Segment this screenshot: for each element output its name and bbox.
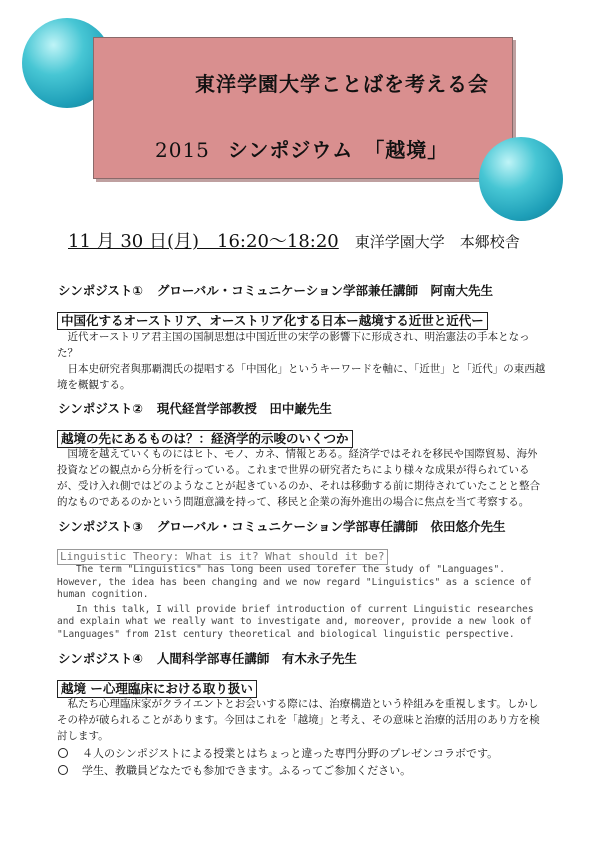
speaker-2-abstract-p1: 国境を越えていくものにはヒト、モノ、カネ、情報とある。経済学ではそれを移民や国際貿易、海外投資などの観点から分析を行っている。これまで世界の研究者たちにより様々な成果が得られているが、受け入れ側ではどのようなことが起きているのか、それは移動する前に期待されていたことと整合的なものであるのかという問題意識を持って、移民と企業の海外進出の場合に焦点を当て考察する。 [57,448,540,508]
speaker-2-label: シンポジスト② [58,401,143,416]
speaker-4-abstract-p1: 私たち心理臨床家がクライエントとお会いする際には、治療構造という枠組みを重視します。しかしその枠が破られることがあります。今回はこれを「越境」と考え、その意味と治療的活用のあり方を検討します。 [57,698,540,742]
circle-bullet-icon [58,765,68,775]
organization-name: 東洋学園大学ことばを考える会 [195,72,489,96]
speaker-3-label: シンポジスト③ [58,519,143,534]
note-2-text: 学生、教職員どなたでも参加できます。ふるってご参加ください。 [82,764,412,777]
speaker-1-label: シンポジスト① [58,283,143,298]
speaker-4-talk-title: 越境 ー心理臨床における取り扱い [57,680,257,698]
speaker-2-abstract [57,446,547,510]
symposium-title [155,134,448,163]
circle-bullet-icon [58,748,68,758]
speaker-3-talk-title: Linguistic Theory: What is it? What should it be? [57,549,388,565]
speaker-2-heading [58,399,332,417]
symposium-theme: シンポジウム 「越境」 [227,138,449,162]
speaker-4-label: シンポジスト④ [58,651,143,666]
speaker-1-affiliation: グローバル・コミュニケーション学部兼任講師 阿南大先生 [156,283,494,298]
speaker-3-abstract-p2: In this talk, I will provide brief introduction of current Linguistic researches and explain what we really want to investigate and, moreover, provide a new look of "Languages" from 21st century theoretical and biological linguistic perspective. [57,603,534,640]
speaker-4-heading [58,649,357,667]
speaker-3-affiliation: グローバル・コミュニケーション学部専任講師 依田悠介先生 [156,519,506,534]
speaker-3-heading [58,517,506,535]
note-1-text: ４人のシンポジストによる授業とはちょっと違った専門分野のプレゼンコラボです。 [82,747,499,760]
symposium-year: 2015 [155,138,210,162]
speaker-2-talk-title: 越境の先にあるものは？：経済学的示唆のいくつか [57,430,353,448]
event-venue: 東洋学園大学 本郷校舎 [354,233,520,251]
note-1 [58,745,498,761]
event-date-time: 11 月 30 日(月) 16:20〜18:20 [68,231,339,252]
decorative-circle-right [479,137,563,221]
speaker-3-abstract [57,564,547,643]
speaker-3-abstract-p1: The term "Linguistics" has long been used torefer the study of "Languages". However, the idea has been changing and we now regard "Linguistics" as a science of human cognition. [57,564,532,600]
speaker-4-abstract [57,696,547,744]
speaker-1-abstract-p2: 日本史研究者與那覇潤氏の提唱する「中国化」というキーワードを軸に、「近世」と「近代」の東西越境を概観する。 [57,363,546,391]
speaker-4-affiliation: 人間科学部専任講師 有木永子先生 [156,651,357,666]
speaker-1-abstract-p1: 近代オーストリア君主国の国制思想は中国近世の宋学の影響下に形成され、明治憲法の手本となった？ [57,331,530,359]
event-datetime [68,227,520,253]
speaker-1-abstract [57,329,547,393]
note-2 [58,762,411,778]
speaker-2-affiliation: 現代経営学部教授 田中巌先生 [156,401,332,416]
speaker-1-talk-title: 中国化するオーストリア、オーストリア化する日本ー越境する近世と近代ー [57,312,488,330]
speaker-1-heading [58,281,493,299]
